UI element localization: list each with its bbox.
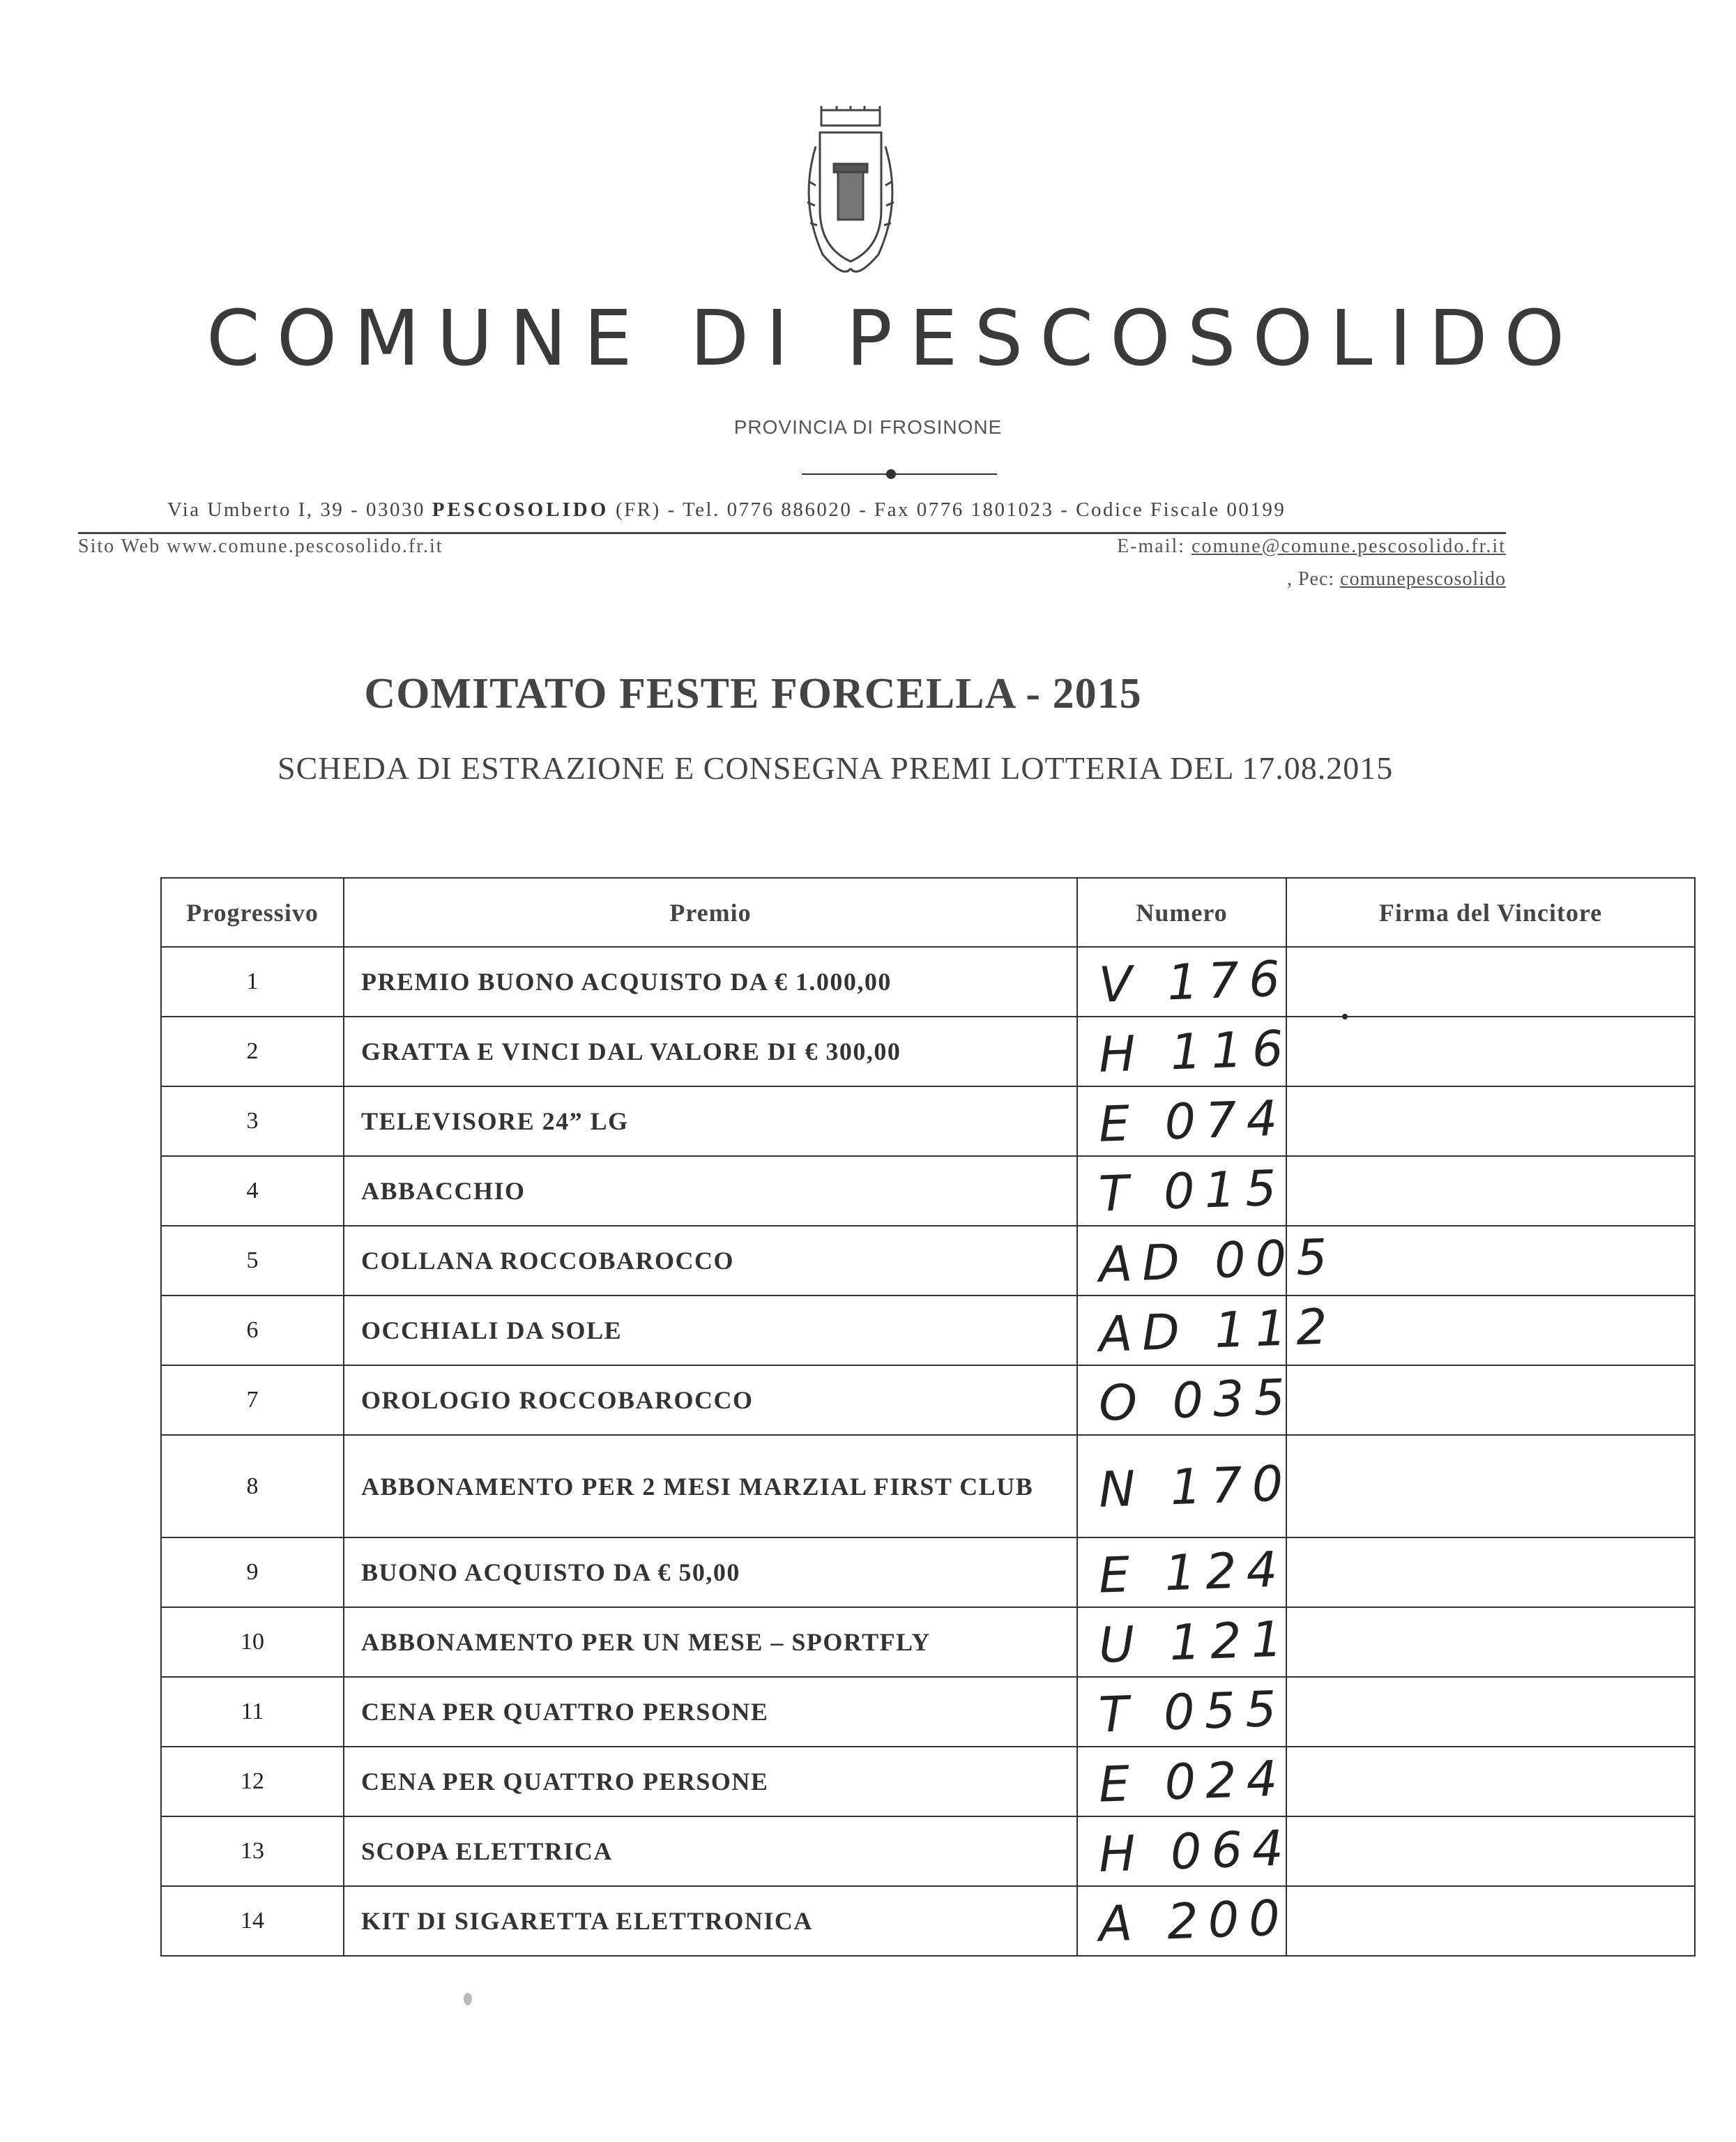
table-row xyxy=(161,1537,1695,1607)
cell-firma xyxy=(1286,1156,1695,1226)
cell-progressivo: 6 xyxy=(161,1296,344,1365)
cell-premio: OCCHIALI DA SOLE xyxy=(344,1296,1077,1365)
cell-numero xyxy=(1077,1677,1286,1747)
table-header-row xyxy=(161,878,1695,947)
handwritten-number: AD 112 xyxy=(1097,1298,1338,1363)
table-row xyxy=(161,1677,1695,1747)
cell-numero xyxy=(1077,1886,1291,1956)
cell-progressivo: 9 xyxy=(161,1537,344,1607)
pec-line xyxy=(1287,568,1506,591)
header-firma: Firma del Vincitore xyxy=(1286,878,1695,947)
cell-premio: ABBACCHIO xyxy=(344,1156,1077,1226)
cell-progressivo: 7 xyxy=(161,1365,344,1435)
address-line xyxy=(167,499,1506,522)
cell-firma xyxy=(1286,1677,1695,1747)
cell-numero xyxy=(1077,1435,1294,1537)
cell-firma xyxy=(1286,1816,1695,1886)
cell-progressivo: 8 xyxy=(161,1435,344,1537)
address-prefix: Via Umberto I, 39 - 03030 xyxy=(167,499,432,521)
cell-premio: ABBONAMENTO PER UN MESE – SPORTFLY xyxy=(344,1607,1077,1677)
cell-firma xyxy=(1286,1086,1695,1156)
pec-link[interactable]: comunepescosolido xyxy=(1340,568,1506,590)
email-link[interactable]: comune@comune.pescosolido.fr.it xyxy=(1191,536,1506,557)
prize-table xyxy=(160,877,1696,1957)
address-town: PESCOSOLIDO xyxy=(432,499,609,521)
cell-numero xyxy=(1077,1156,1286,1226)
handwritten-number: A 200 xyxy=(1097,1889,1291,1953)
table-row xyxy=(161,1296,1695,1365)
cell-progressivo: 14 xyxy=(161,1886,344,1956)
cell-progressivo: 3 xyxy=(161,1086,344,1156)
cell-firma xyxy=(1286,1226,1695,1296)
paper-speck xyxy=(464,1993,472,2005)
prize-table-wrapper xyxy=(160,877,1603,1959)
email-line xyxy=(1117,536,1506,558)
handwritten-number: O 035 xyxy=(1097,1368,1296,1432)
cell-firma xyxy=(1286,1365,1695,1435)
divider-ornament-icon xyxy=(802,467,997,481)
cell-numero xyxy=(1077,1607,1293,1677)
table-row xyxy=(161,1226,1695,1296)
cell-premio: OROLOGIO ROCCOBAROCCO xyxy=(344,1365,1077,1435)
table-row xyxy=(161,1365,1695,1435)
header-premio: Premio xyxy=(344,878,1077,947)
cell-firma xyxy=(1286,1537,1695,1607)
cell-numero xyxy=(1077,1226,1338,1296)
email-label: E-mail: xyxy=(1117,536,1192,557)
handwritten-number: E 074 xyxy=(1097,1089,1288,1153)
table-row xyxy=(161,1086,1695,1156)
document-title: COMITATO FESTE FORCELLA - 2015 xyxy=(364,670,1142,717)
cell-progressivo: 5 xyxy=(161,1226,344,1296)
handwritten-number: V 176 xyxy=(1097,950,1291,1014)
header-progressivo: Progressivo xyxy=(161,878,344,947)
cell-firma xyxy=(1286,1017,1695,1086)
handwritten-number: T 055 xyxy=(1097,1680,1287,1744)
cell-firma xyxy=(1286,1747,1695,1816)
cell-progressivo: 13 xyxy=(161,1816,344,1886)
cell-progressivo: 10 xyxy=(161,1607,344,1677)
cell-premio: TELEVISORE 24” LG xyxy=(344,1086,1077,1156)
handwritten-number: H 064 xyxy=(1097,1819,1294,1883)
cell-firma xyxy=(1286,947,1695,1017)
cell-premio: CENA PER QUATTRO PERSONE xyxy=(344,1747,1077,1816)
handwritten-number: E 124 xyxy=(1097,1540,1288,1604)
table-row xyxy=(161,1607,1695,1677)
cell-firma xyxy=(1286,1435,1695,1537)
pec-label: , Pec: xyxy=(1286,568,1341,590)
cell-numero xyxy=(1077,1537,1286,1607)
website-line: Sito Web www.comune.pescosolido.fr.it xyxy=(78,536,443,557)
cell-premio: CENA PER QUATTRO PERSONE xyxy=(344,1677,1077,1747)
cell-premio: KIT DI SIGARETTA ELETTRONICA xyxy=(344,1886,1077,1956)
cell-progressivo: 2 xyxy=(161,1017,344,1086)
cell-premio: ABBONAMENTO PER 2 MESI MARZIAL FIRST CLUB xyxy=(344,1435,1077,1537)
handwritten-number: E 024 xyxy=(1097,1749,1288,1814)
handwritten-number: N 170 xyxy=(1097,1454,1294,1519)
cell-numero xyxy=(1077,947,1291,1017)
cell-numero xyxy=(1077,1816,1294,1886)
cell-firma xyxy=(1286,1296,1695,1365)
cell-numero xyxy=(1077,1086,1286,1156)
cell-firma xyxy=(1286,1886,1695,1956)
cell-premio: SCOPA ELETTRICA xyxy=(344,1816,1077,1886)
address-suffix: (FR) - Tel. 0776 886020 - Fax 0776 1801023 - Codice Fiscale 00199 xyxy=(609,499,1286,521)
cell-numero xyxy=(1077,1365,1296,1435)
table-row xyxy=(161,1886,1695,1956)
cell-premio: GRATTA E VINCI DAL VALORE DI € 300,00 xyxy=(344,1017,1077,1086)
cell-numero xyxy=(1077,1747,1286,1816)
table-row xyxy=(161,1747,1695,1816)
document-subtitle: SCHEDA DI ESTRAZIONE E CONSEGNA PREMI LOTTERIA DEL 17.08.2015 xyxy=(277,750,1394,786)
table-row xyxy=(161,1816,1695,1886)
municipal-crest-icon xyxy=(795,105,906,286)
handwritten-number: U 121 xyxy=(1097,1610,1293,1674)
cell-firma xyxy=(1286,1607,1695,1677)
cell-progressivo: 11 xyxy=(161,1677,344,1747)
table-row xyxy=(161,1156,1695,1226)
cell-progressivo: 12 xyxy=(161,1747,344,1816)
cell-premio: COLLANA ROCCOBAROCCO xyxy=(344,1226,1077,1296)
comune-title: COMUNE DI PESCOSOLIDO xyxy=(206,294,1582,383)
header-separator xyxy=(78,532,1506,534)
handwritten-number: H 116 xyxy=(1097,1019,1294,1084)
table-row xyxy=(161,947,1695,1017)
cell-premio: BUONO ACQUISTO DA € 50,00 xyxy=(344,1537,1077,1607)
table-row xyxy=(161,1017,1695,1086)
cell-progressivo: 1 xyxy=(161,947,344,1017)
table-row xyxy=(161,1435,1695,1537)
cell-premio: PREMIO BUONO ACQUISTO DA € 1.000,00 xyxy=(344,947,1077,1017)
cell-numero xyxy=(1077,1017,1294,1086)
cell-numero xyxy=(1077,1296,1338,1365)
cell-progressivo: 4 xyxy=(161,1156,344,1226)
header-numero: Numero xyxy=(1077,878,1286,947)
handwritten-number: T 015 xyxy=(1097,1159,1287,1223)
handwritten-number: AD 005 xyxy=(1097,1228,1338,1293)
provincia-label: PROVINCIA DI FROSINONE xyxy=(733,416,1003,438)
